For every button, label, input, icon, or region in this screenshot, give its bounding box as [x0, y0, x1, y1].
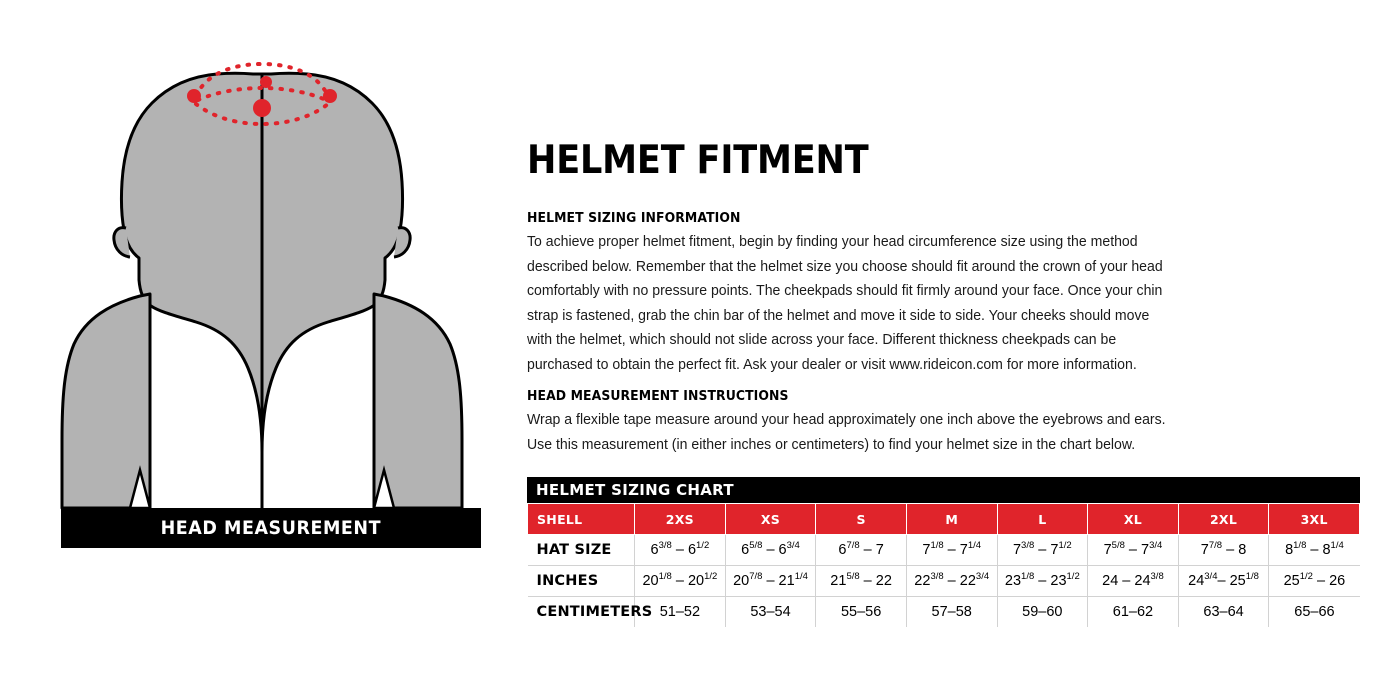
table-cell: $24^{3/4}-$ $25^{1/8}$ [1178, 566, 1269, 597]
table-header-row [528, 504, 1360, 535]
column-header-m: M [906, 504, 997, 535]
table-cell: 65–66 [1269, 597, 1360, 628]
table-row [528, 566, 1360, 597]
row-header: INCHES [528, 566, 635, 597]
column-header-2xs: 2XS [635, 504, 726, 535]
table-cell: $20^{7/8} - 21^{1/4}$ [725, 566, 816, 597]
table-cell: $8^{1/8} - 8^{1/4}$ [1269, 535, 1360, 566]
sizing-table [527, 503, 1360, 627]
table-cell: 59–60 [997, 597, 1088, 628]
table-cell: $7^{3/8} - 7^{1/2}$ [997, 535, 1088, 566]
table-cell: 57–58 [906, 597, 997, 628]
section-helmet-sizing-information [527, 210, 1199, 377]
table-cell: $6^{7/8} - 7$ [816, 535, 907, 566]
table-cell: $25^{1/2} - 26$ [1269, 566, 1360, 597]
table-cell: $20^{1/8} - 20^{1/2}$ [635, 566, 726, 597]
table-cell: $7^{7/8} - 8$ [1178, 535, 1269, 566]
head-measurement-illustration [0, 0, 520, 686]
table-cell: 55–56 [816, 597, 907, 628]
section-title: HEAD MEASUREMENT INSTRUCTIONS [527, 388, 789, 404]
table-cell: 53–54 [725, 597, 816, 628]
section-title: HELMET SIZING INFORMATION [527, 210, 741, 226]
table-cell: 51–52 [635, 597, 726, 628]
section-head-measurement-instructions [527, 388, 1199, 457]
table-cell: $22^{3/8} - 22^{3/4}$ [906, 566, 997, 597]
table-cell: $7^{5/8} - 7^{3/4}$ [1088, 535, 1179, 566]
table-cell: $6^{3/8} - 6^{1/2}$ [635, 535, 726, 566]
column-header-s: S [816, 504, 907, 535]
head-measurement-label: HEAD MEASUREMENT [160, 517, 382, 539]
helmet-sizing-chart [527, 477, 1360, 627]
torso-figure-svg [0, 0, 520, 686]
table-cell: $24 - 24^{3/8}$ [1088, 566, 1179, 597]
left-arm [62, 294, 150, 508]
page-title: HELMET FITMENT [527, 138, 869, 183]
fitment-content [527, 0, 1377, 686]
table-cell: 63–64 [1178, 597, 1269, 628]
figure-silhouette [62, 73, 462, 508]
table-body [528, 535, 1360, 628]
column-header-2xl: 2XL [1178, 504, 1269, 535]
table-cell: $21^{5/8} - 22$ [816, 566, 907, 597]
table-cell: $6^{5/8} - 6^{3/4}$ [725, 535, 816, 566]
row-header: CENTIMETERS [528, 597, 635, 628]
column-header-xl: XL [1088, 504, 1179, 535]
column-header-3xl: 3XL [1269, 504, 1360, 535]
column-header-shell: SHELL [528, 504, 635, 535]
column-header-l: L [997, 504, 1088, 535]
table-cell: $23^{1/8} - 23^{1/2}$ [997, 566, 1088, 597]
column-header-xs: XS [725, 504, 816, 535]
head-measurement-caption-bar [61, 508, 481, 548]
table-cell: 61–62 [1088, 597, 1179, 628]
section-body: Wrap a flexible tape measure around your head approximately one inch above the eyebrows and ears. Use this measurement (in either inches or centimeters) to find your helmet size in the chart below. [527, 412, 1166, 453]
section-body: To achieve proper helmet fitment, begin by finding your head circumference size using the method described below. Remember that the helmet size you choose should fit around the crown of your head comfortably with no pressure points. The cheekpads should fit firmly around your face. Once your chin strap is fastened, grab the chin bar of the helmet and move it side to side. Your cheeks should move with the helmet, which should not slide across your face. Different thickness cheekpads can be purchased to obtain the perfect fit. Ask your dealer or visit www.rideicon.com for more information. [527, 234, 1163, 373]
table-row [528, 597, 1360, 628]
table-row [528, 535, 1360, 566]
row-header: HAT SIZE [528, 535, 635, 566]
table-cell: $7^{1/8} - 7^{1/4}$ [906, 535, 997, 566]
right-arm [374, 294, 462, 508]
chart-title-bar: HELMET SIZING CHART [527, 477, 1360, 503]
